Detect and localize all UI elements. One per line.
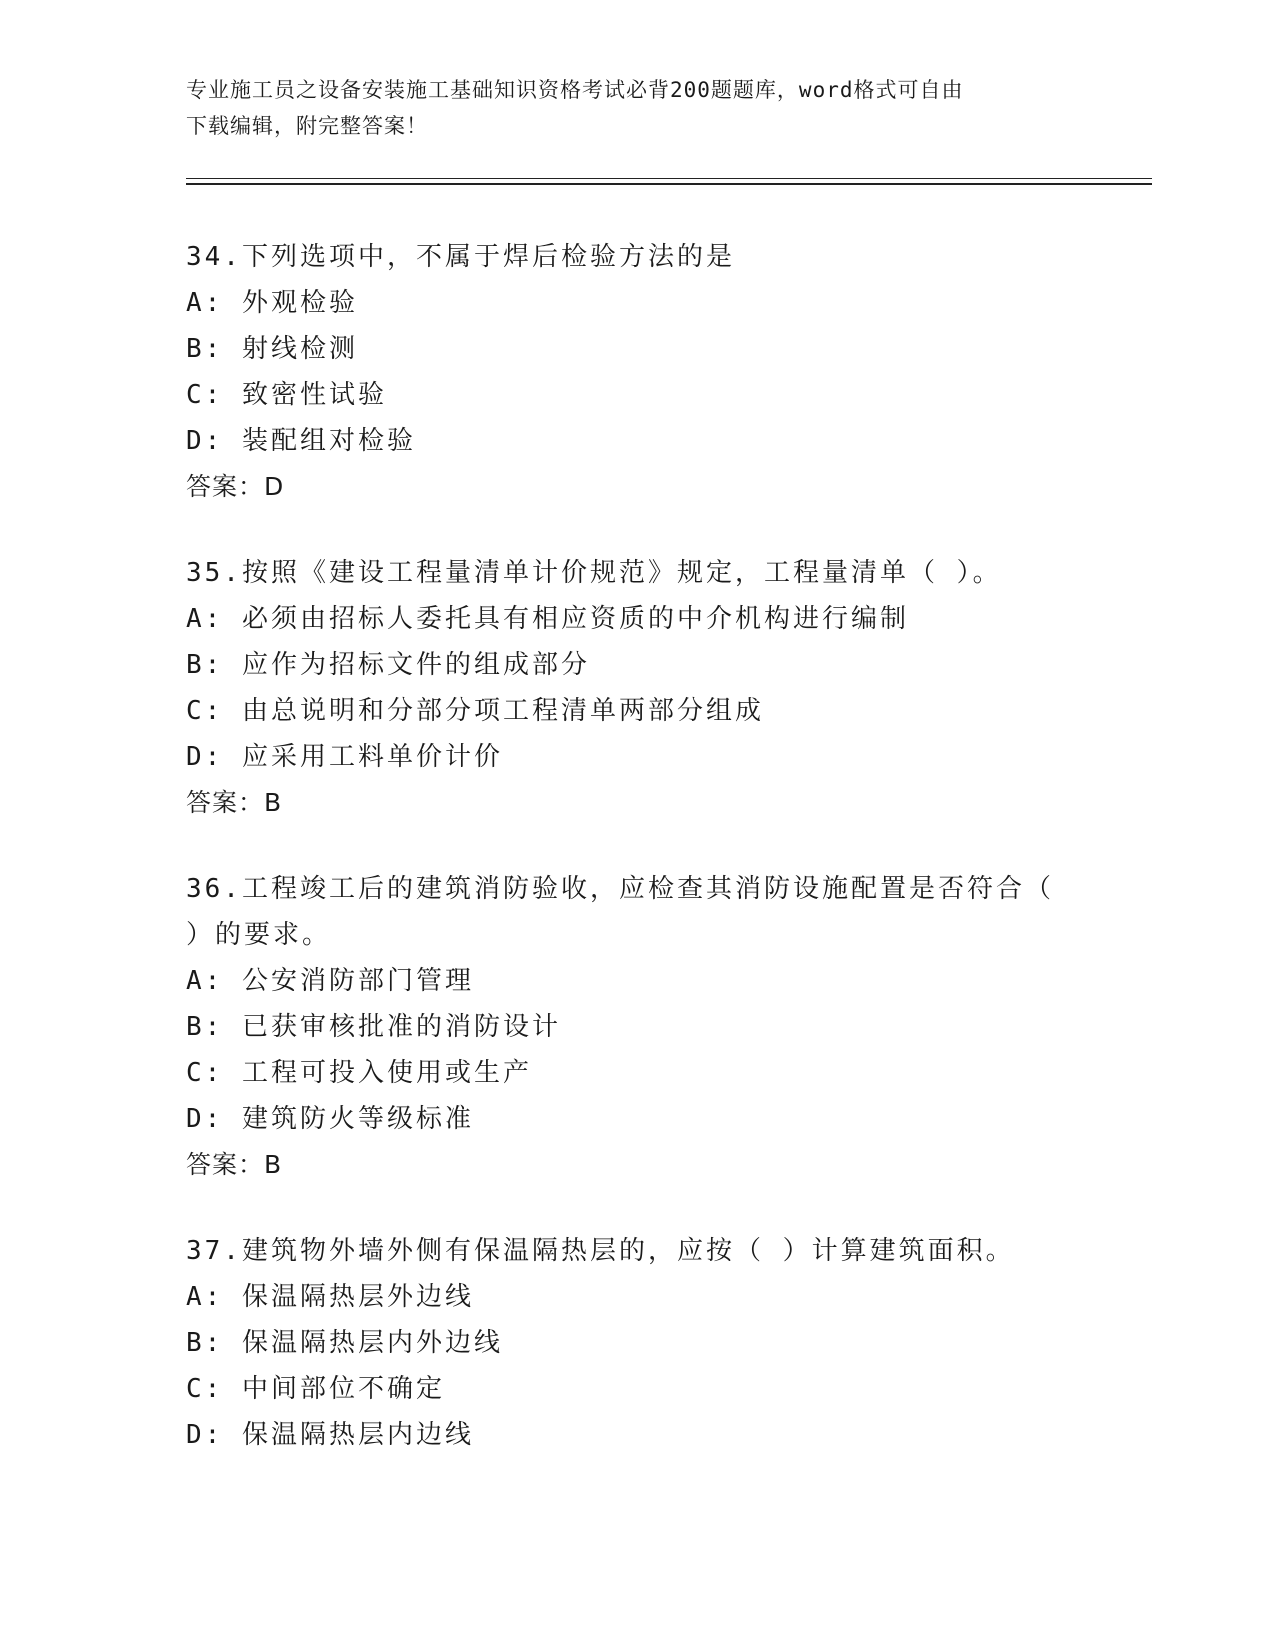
option-d: D: 装配组对检验 (186, 426, 416, 456)
option-b: B: 保温隔热层内外边线 (186, 1328, 503, 1358)
option-b: B: 已获审核批准的消防设计 (186, 1012, 561, 1042)
header-divider-thick (186, 183, 1152, 185)
question-stem: 35.按照《建设工程量清单计价规范》规定，工程量清单（ ）。 (186, 558, 1002, 588)
option-d: D: 应采用工料单价计价 (186, 742, 503, 772)
question-stem: 37.建筑物外墙外侧有保温隔热层的，应按（ ）计算建筑面积。 (186, 1236, 1015, 1266)
document-header (186, 72, 1066, 144)
question-36 (186, 866, 1066, 1188)
option-d: D: 保温隔热层内边线 (186, 1420, 474, 1450)
header-divider-thin (186, 178, 1152, 179)
question-stem: 34.下列选项中，不属于焊后检验方法的是 (186, 242, 735, 272)
option-a: A: 外观检验 (186, 288, 358, 318)
option-a: A: 保温隔热层外边线 (186, 1282, 474, 1312)
answer: 答案：B (186, 1150, 283, 1179)
header-line-1: 专业施工员之设备安装施工基础知识资格考试必背200题题库，word格式可自由 (186, 78, 964, 102)
question-list (186, 234, 1066, 1498)
question-stem-line-1: 36.工程竣工后的建筑消防验收，应检查其消防设施配置是否符合（ (186, 874, 1054, 904)
option-b: B: 射线检测 (186, 334, 358, 364)
question-stem-line-2: ）的要求。 (186, 920, 332, 950)
header-line-2: 下载编辑，附完整答案！ (186, 114, 428, 138)
answer: 答案：B (186, 788, 283, 817)
answer: 答案：D (186, 472, 285, 501)
option-c: C: 致密性试验 (186, 380, 387, 410)
option-d: D: 建筑防火等级标准 (186, 1104, 474, 1134)
option-c: C: 中间部位不确定 (186, 1374, 445, 1404)
question-34 (186, 234, 1066, 510)
option-b: B: 应作为招标文件的组成部分 (186, 650, 590, 680)
question-35 (186, 550, 1066, 826)
question-37 (186, 1228, 1066, 1458)
option-a: A: 公安消防部门管理 (186, 966, 474, 996)
option-a: A: 必须由招标人委托具有相应资质的中介机构进行编制 (186, 604, 909, 634)
option-c: C: 由总说明和分部分项工程清单两部分组成 (186, 696, 764, 726)
option-c: C: 工程可投入使用或生产 (186, 1058, 532, 1088)
